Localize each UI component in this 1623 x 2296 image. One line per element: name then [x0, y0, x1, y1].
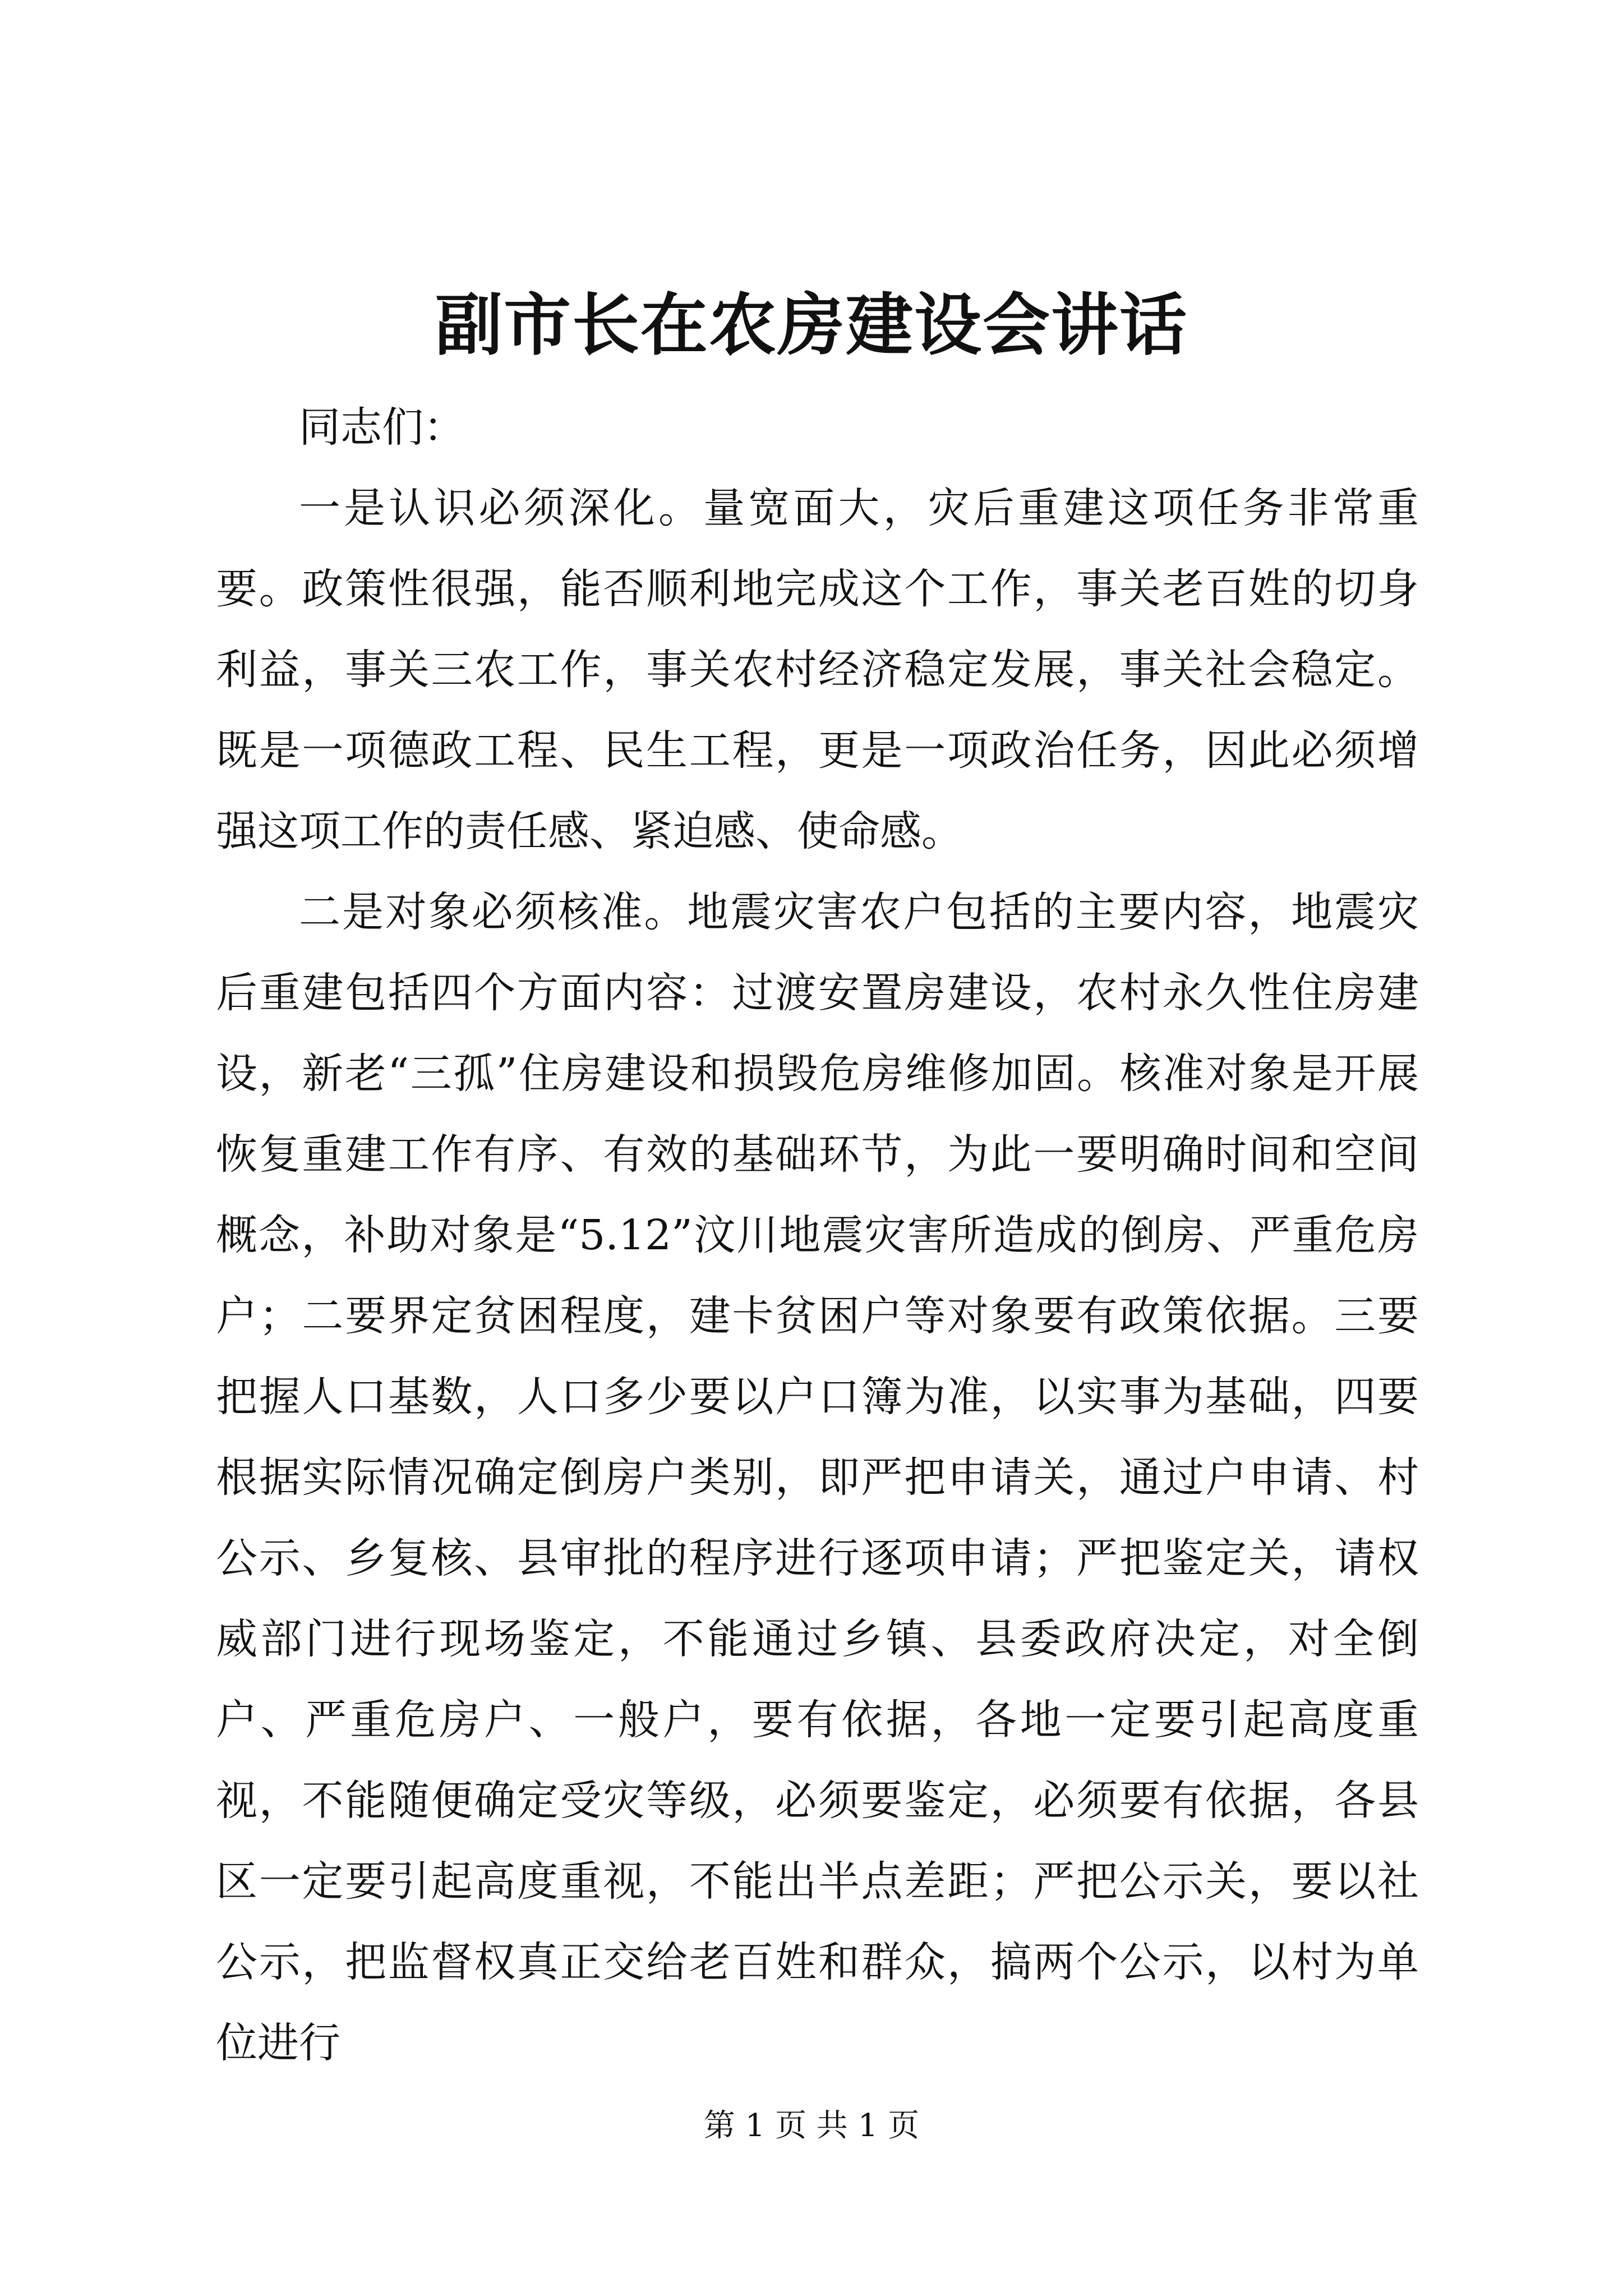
- paragraph-1: 一是认识必须深化。量宽面大，灾后重建这项任务非常重要。政策性很强，能否顺利地完成这个工作，事关老百姓的切身利益，事关三农工作，事关农村经济稳定发展，事关社会稳定。既是一项德政工程、民生工程，更是一项政治任务，因此必须增强这项工作的责任感、紧迫感、使命感。: [216, 484, 1419, 855]
- document-body: [216, 387, 1419, 2083]
- document-title: 副市长在农房建设会讲话: [435, 286, 1188, 365]
- page-footer: 第 1 页 共 1 页: [703, 2108, 920, 2144]
- paragraph-2: 二是对象必须核准。地震灾害农户包括的主要内容，地震灾后重建包括四个方面内容：过渡安置房建设，农村永久性住房建设，新老“三孤”住房建设和损毁危房维修加固。核准对象是开展恢复重建工作有序、有效的基础环节，为此一要明确时间和空间概念，补助对象是“5.12”汶川地震灾害所造成的倒房、严重危房户；二要界定贫困程度，建卡贫困户等对象要有政策依据。三要把握人口基数，人口多少要以户口簿为准，以实事为基础，四要根据实际情况确定倒房户类别，即严把申请关，通过户申请、村公示、乡复核、县审批的程序进行逐项申请；严把鉴定关，请权威部门进行现场鉴定，不能通过乡镇、县委政府决定，对全倒户、严重危房户、一般户，要有依据，各地一定要引起高度重视，不能随便确定受灾等级，必须要鉴定，必须要有依据，各县区一定要引起高度重视，不能出半点差距；严把公示关，要以社公示，把监督权真正交给老百姓和群众，搞两个公示，以村为单位进行: [216, 888, 1419, 2067]
- salutation: 同志们：: [299, 403, 465, 452]
